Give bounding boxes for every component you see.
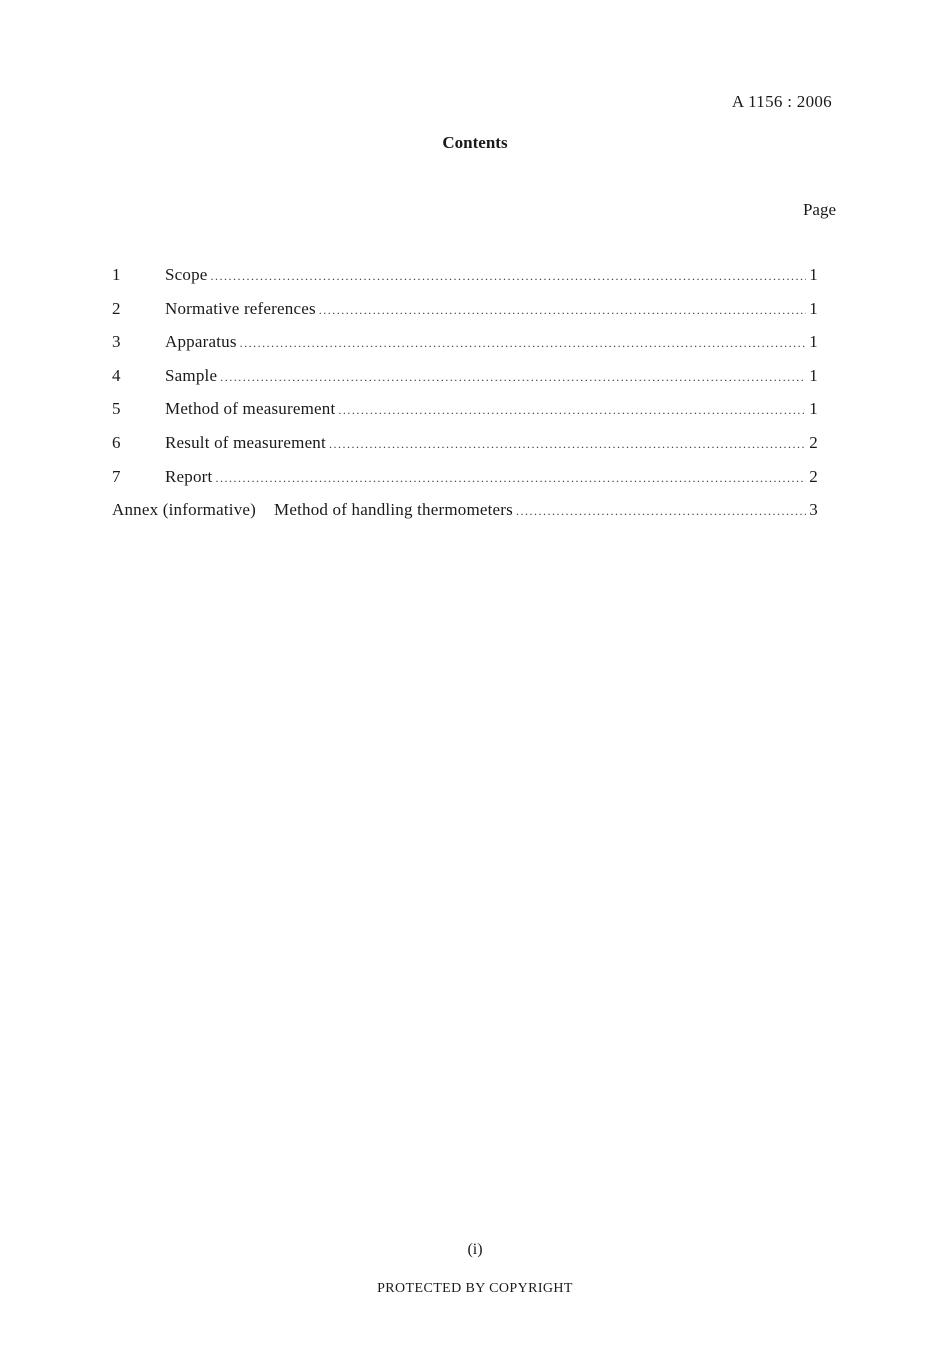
- dot-leader: [215, 471, 806, 486]
- dot-leader: [338, 403, 806, 418]
- toc-entry-title: Scope: [165, 265, 208, 284]
- toc-entry-page: 1: [809, 399, 818, 419]
- annex-label: Annex (informative): [112, 500, 257, 520]
- toc-entry-method-of-measurement[interactable]: [112, 399, 818, 433]
- toc-entry-number: 1: [112, 265, 121, 284]
- toc-entry-number: 3: [112, 332, 121, 352]
- toc-entry-report[interactable]: [112, 467, 818, 501]
- toc-entry-page: 1: [809, 298, 818, 318]
- page-title: Contents: [442, 133, 508, 152]
- toc-entry-page: 2: [809, 432, 818, 452]
- toc-entry-title: Normative references: [165, 298, 316, 318]
- toc-entry-number: 4: [112, 365, 121, 385]
- dot-leader: [240, 336, 807, 351]
- document-identifier: A 1156 : 2006: [731, 92, 832, 111]
- toc-entry-annex[interactable]: [112, 500, 818, 534]
- toc-entry-page: 2: [809, 466, 818, 486]
- dot-leader: [220, 370, 806, 385]
- toc-entry-result-of-measurement[interactable]: [112, 433, 818, 467]
- page-number: (i): [467, 1241, 483, 1258]
- toc-entry-number: 6: [112, 432, 121, 452]
- toc-entry-page: 1: [809, 332, 818, 352]
- toc-entry-apparatus[interactable]: [112, 332, 818, 366]
- toc-entry-number: 2: [112, 298, 121, 318]
- toc-entry-page: 3: [809, 500, 818, 520]
- toc-entry-title: Sample: [165, 365, 218, 385]
- dot-leader: [329, 437, 806, 452]
- dot-leader: [211, 269, 807, 284]
- toc-entry-title: Method of measurement: [165, 399, 336, 419]
- copyright-notice: PROTECTED BY COPYRIGHT: [377, 1281, 573, 1296]
- table-of-contents: [112, 265, 818, 534]
- toc-entry-title: Method of handling thermometers: [274, 500, 513, 520]
- toc-entry-number: 7: [112, 466, 121, 486]
- toc-entry-page: 1: [809, 365, 818, 385]
- dot-leader: [516, 504, 806, 519]
- toc-entry-title: Report: [165, 466, 213, 486]
- toc-entry-title: Apparatus: [165, 332, 237, 352]
- dot-leader: [319, 303, 807, 318]
- toc-entry-sample[interactable]: [112, 366, 818, 400]
- toc-entry-page: 1: [809, 265, 818, 284]
- toc-entry-scope[interactable]: [112, 265, 818, 299]
- page-column-label: Page: [802, 200, 836, 219]
- toc-entry-number: 5: [112, 399, 121, 419]
- toc-entry-normative-references[interactable]: [112, 299, 818, 333]
- toc-entry-title: Result of measurement: [165, 432, 326, 452]
